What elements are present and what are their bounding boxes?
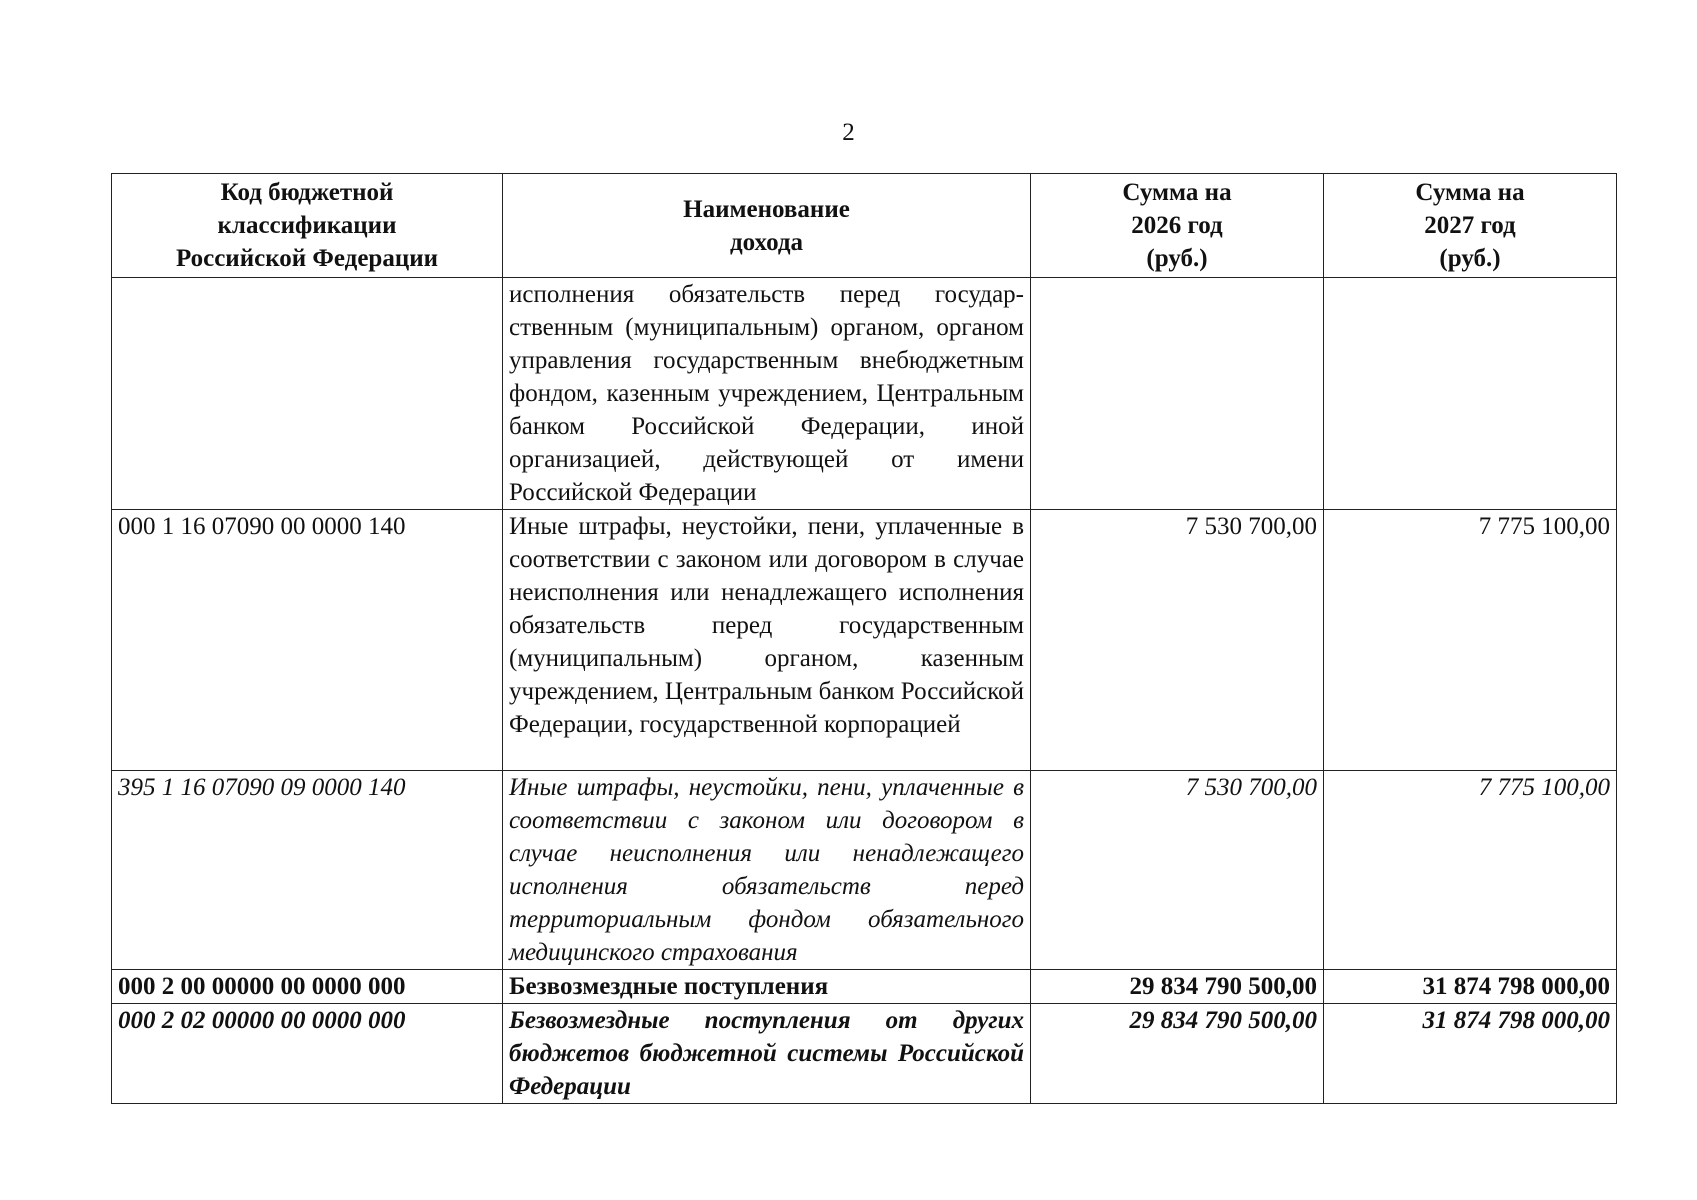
header-sum-2026-line: Сумма на	[1122, 179, 1232, 206]
header-code-line: классификации	[217, 212, 397, 239]
table-row-gratuitous-receipts	[112, 970, 1617, 1004]
cell-sum-2026: 29 834 790 500,00	[1031, 970, 1324, 1004]
cell-code	[112, 278, 503, 510]
cell-sum-2027: 31 874 798 000,00	[1324, 970, 1617, 1004]
cell-code: 000 1 16 07090 00 0000 140	[112, 510, 503, 771]
cell-name: Безвозмездные поступления	[503, 970, 1031, 1004]
cell-sum-2027	[1324, 278, 1617, 510]
header-code-line: Код бюджетной	[220, 179, 394, 206]
header-code-line: Российской Федерации	[175, 245, 439, 272]
cell-code: 000 2 02 00000 00 0000 000	[112, 1004, 503, 1104]
cell-name: Иные штрафы, неустойки, пени, уплаченные в соответствии с законом или договором в случае неисполнения или ненадлежащего исполнения обязательств перед территориальным фондом обязательного медицинского страхования	[503, 771, 1031, 970]
header-sum-2026	[1031, 174, 1324, 278]
page-number: 2	[842, 119, 855, 146]
header-sum-2027-line: Сумма на	[1415, 179, 1525, 206]
header-code	[112, 174, 503, 278]
cell-sum-2027: 31 874 798 000,00	[1324, 1004, 1617, 1104]
cell-sum-2026: 7 530 700,00	[1031, 771, 1324, 970]
table-row-other-penalties	[112, 510, 1617, 771]
header-sum-2026-line: (руб.)	[1146, 245, 1208, 272]
cell-sum-2026: 7 530 700,00	[1031, 510, 1324, 771]
cell-code: 395 1 16 07090 09 0000 140	[112, 771, 503, 970]
cell-name: исполнения обязательств перед государственным (муниципальным) органом, органом управления государственным внебюджетным фондом, казенным учреждением, Центральным банком Российской Федерации, иной организацией, действующей от имени Российской Федерации	[503, 278, 1031, 510]
table-row-continuation	[112, 278, 1617, 510]
header-row	[112, 174, 1617, 278]
header-sum-2026-line: 2026 год	[1131, 212, 1223, 239]
header-sum-2027-line: (руб.)	[1439, 245, 1501, 272]
header-name-line: дохода	[730, 228, 803, 256]
cell-name: Иные штрафы, неустойки, пени, уплаченные в соответствии с законом или договором в случае неисполнения или ненадлежащего исполнения обязательств перед государственным (муниципальным) органом, казенным учреждением, Центральным банком Российской Федерации, государственной корпорацией	[503, 510, 1031, 771]
cell-sum-2026	[1031, 278, 1324, 510]
table-header	[112, 174, 1617, 278]
cell-code: 000 2 00 00000 00 0000 000	[112, 970, 503, 1004]
cell-sum-2027: 7 775 100,00	[1324, 510, 1617, 771]
table-row-territorial-fund-penalties	[112, 771, 1617, 970]
header-name-line: Наименование	[683, 195, 850, 223]
table-row-gratuitous-from-other-budgets	[112, 1004, 1617, 1104]
header-sum-2027-line: 2027 год	[1424, 212, 1516, 239]
cell-sum-2027: 7 775 100,00	[1324, 771, 1617, 970]
cell-sum-2026: 29 834 790 500,00	[1031, 1004, 1324, 1104]
header-sum-2027	[1324, 174, 1617, 278]
table-body	[112, 278, 1617, 1104]
budget-income-table	[111, 173, 1617, 1104]
header-name	[503, 174, 1031, 278]
cell-name: Безвозмездные поступления от других бюджетов бюджетной системы Российской Федерации	[503, 1004, 1031, 1104]
